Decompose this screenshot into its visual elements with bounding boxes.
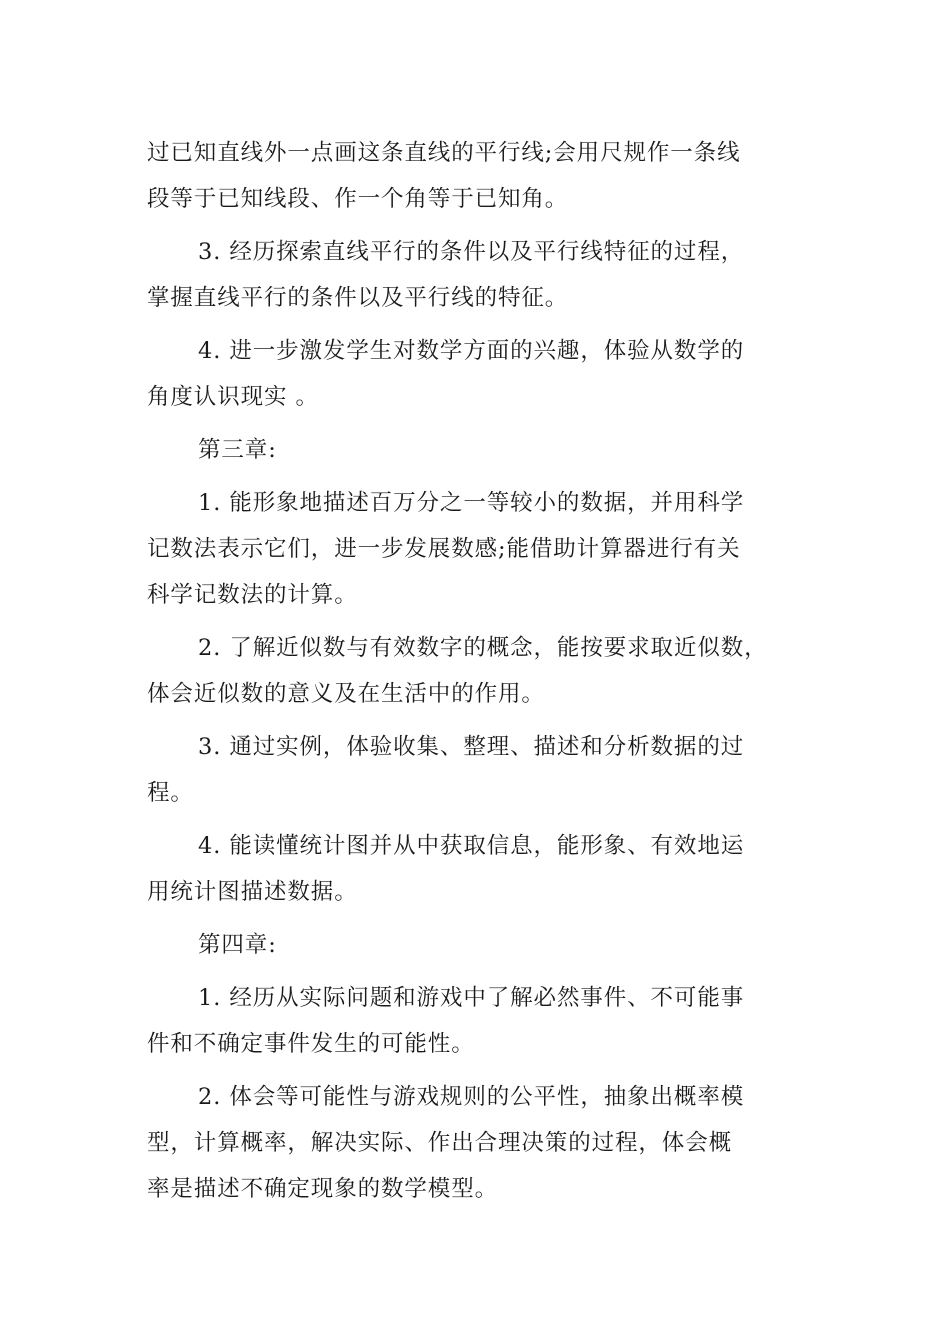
paragraph-line: 3. 通过实例，体验收集、整理、描述和分析数据的过 [198,734,745,760]
paragraph-line: 1. 经历从实际问题和游戏中了解必然事件、不可能事 [198,985,745,1011]
paragraph-continuation [147,130,827,222]
paragraph-line: 角度认识现实 。 [147,384,319,410]
list-item-1 [147,480,827,618]
paragraph-line: 过已知直线外一点画这条直线的平行线;会用尺规作一条线 [147,140,741,166]
paragraph-line: 掌握直线平行的条件以及平行线的特征。 [147,285,569,311]
chapter-heading-text: 第三章: [198,437,277,463]
list-item-4 [147,823,827,915]
paragraph-line: 4. 进一步激发学生对数学方面的兴趣，体验从数学的 [198,338,745,364]
paragraph-line: 记数法表示它们，进一步发展数感;能借助计算器进行有关 [147,536,741,562]
paragraph-line: 程。 [147,780,194,806]
paragraph-line: 1. 能形象地描述百万分之一等较小的数据，并用科学 [198,490,745,516]
paragraph-line: 段等于已知线段、作一个角等于已知角。 [147,186,569,212]
list-item-3 [147,229,827,321]
paragraph-line: 2. 体会等可能性与游戏规则的公平性，抽象出概率模 [198,1084,745,1110]
list-item-3 [147,724,827,816]
paragraph-line: 体会近似数的意义及在生活中的作用。 [147,681,545,707]
paragraph-line: 用统计图描述数据。 [147,879,358,905]
list-item-2 [147,1074,827,1212]
paragraph-line: 科学记数法的计算。 [147,582,358,608]
paragraph-line: 件和不确定事件发生的可能性。 [147,1031,475,1057]
list-item-1 [147,975,827,1067]
paragraph-line: 型，计算概率，解决实际、作出合理决策的过程，体会概 [147,1130,733,1156]
chapter-heading-four [147,922,827,968]
paragraph-line: 3. 经历探索直线平行的条件以及平行线特征的过程， [198,239,745,265]
paragraph-line: 率是描述不确定现象的数学模型。 [147,1176,499,1202]
paragraph-line: 4. 能读懂统计图并从中获取信息，能形象、有效地运 [198,833,745,859]
chapter-heading-text: 第四章: [198,932,277,958]
paragraph-line: 2. 了解近似数与有效数字的概念，能按要求取近似数， [198,635,768,661]
chapter-heading-three [147,427,827,473]
list-item-4 [147,328,827,420]
list-item-2 [147,625,827,717]
document-body [147,130,827,1219]
